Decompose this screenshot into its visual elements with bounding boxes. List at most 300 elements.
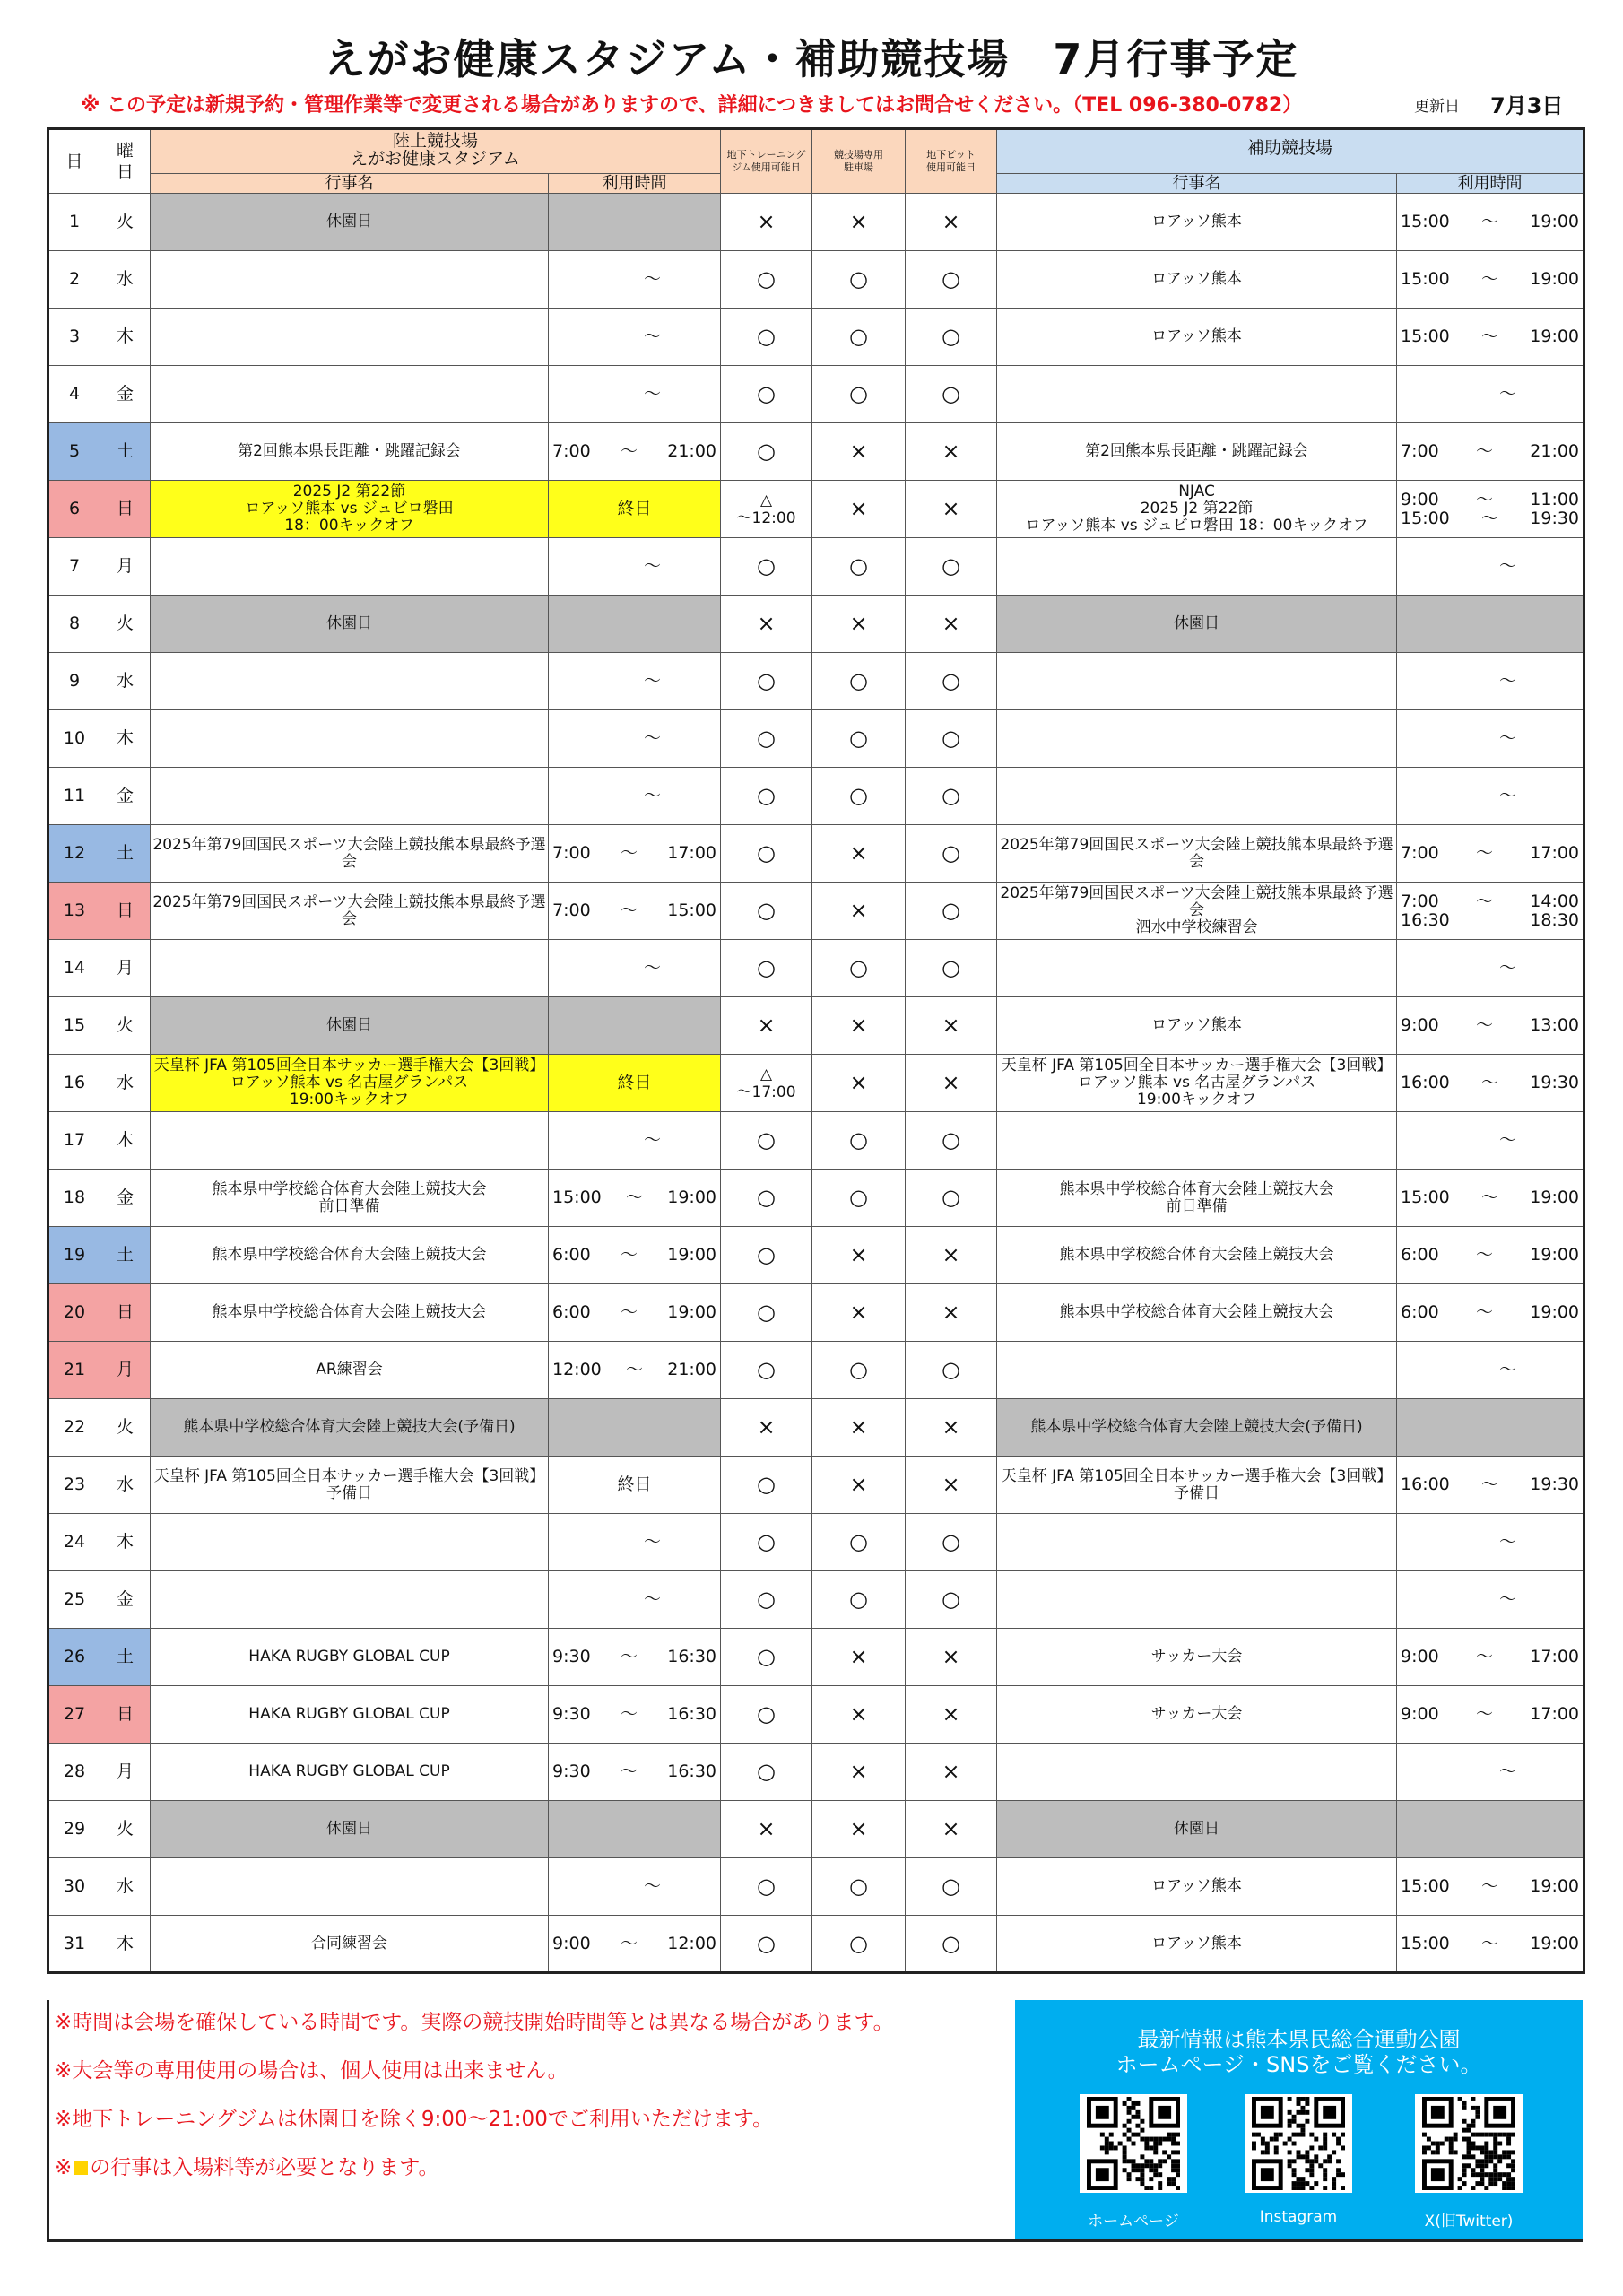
table-row (48, 251, 1584, 309)
parking-status: × (812, 1055, 906, 1112)
stadium-event (151, 538, 549, 596)
stadium-time (549, 940, 721, 997)
stadium-event: 熊本県中学校総合体育大会陸上競技大会 (151, 1284, 549, 1342)
time-sep: 〜 (1481, 1876, 1499, 1896)
gym-status: × (721, 997, 812, 1055)
qr-x-label: X(旧Twitter) (1424, 2213, 1514, 2231)
pit-status: × (906, 1457, 997, 1514)
gym-status: ○ (721, 366, 812, 423)
sub-time (1397, 1055, 1584, 1112)
sub-event (997, 940, 1397, 997)
time-sep: 〜 (620, 843, 638, 863)
time-sep: 〜 (1481, 1933, 1499, 1953)
time-start: 9:30 (552, 1761, 591, 1781)
gym-status: ○ (721, 1858, 812, 1916)
weekday: 火 (100, 1399, 151, 1457)
sub-event: ロアッソ熊本 (997, 194, 1397, 251)
weekday: 土 (100, 825, 151, 883)
weekday: 火 (100, 596, 151, 653)
sub-event: ロアッソ熊本 (997, 1916, 1397, 1973)
pit-status: ○ (906, 1112, 997, 1170)
time-start: 6:00 (1401, 1245, 1439, 1265)
time-sep: 〜 (1499, 556, 1517, 576)
time-end: 14:00 (1530, 891, 1580, 911)
gym-status: ○ (721, 423, 812, 481)
table-row (48, 194, 1584, 251)
weekday: 日 (100, 1686, 151, 1744)
stadium-time (549, 997, 721, 1055)
weekday: 木 (100, 710, 151, 768)
stadium-time (549, 251, 721, 309)
table-row (48, 1686, 1584, 1744)
time-sep: 〜 (1499, 1761, 1517, 1781)
time-sep: 〜 (644, 728, 662, 748)
stadium-event: 熊本県中学校総合体育大会陸上競技大会 (151, 1227, 549, 1284)
time-end: 21:00 (667, 441, 717, 461)
pit-status: × (906, 1744, 997, 1801)
weekday: 月 (100, 1342, 151, 1399)
time-sep: 〜 (644, 786, 662, 805)
updated-label: 更新日 (1414, 98, 1460, 116)
gym-status: ○ (721, 768, 812, 825)
sub-event: 熊本県中学校総合体育大会陸上競技大会 (997, 1227, 1397, 1284)
sub-time (1397, 710, 1584, 768)
time-start: 15:00 (1401, 508, 1450, 528)
yellow-square-icon (74, 2161, 88, 2175)
time-end: 16:30 (667, 1647, 717, 1666)
time-end: 11:00 (1530, 489, 1580, 509)
sub-event (997, 1112, 1397, 1170)
sub-time (1397, 825, 1584, 883)
table-row (48, 825, 1584, 883)
stadium-event (151, 1858, 549, 1916)
sub-event: ロアッソ熊本 (997, 251, 1397, 309)
time-sep: 〜 (620, 441, 638, 461)
time-start: 15:00 (1401, 1187, 1450, 1207)
gym-status: ○ (721, 940, 812, 997)
time-sep: 〜 (644, 326, 662, 346)
footer-note (55, 2154, 1023, 2203)
gym-status: ○ (721, 309, 812, 366)
parking-status: ○ (812, 768, 906, 825)
day-number: 29 (48, 1801, 100, 1858)
parking-status: × (812, 423, 906, 481)
qr-instagram-icon[interactable] (1245, 2094, 1352, 2193)
time-sep: 〜 (644, 384, 662, 404)
time-end: 19:00 (1530, 1302, 1580, 1322)
stadium-event (151, 309, 549, 366)
time-start (1463, 1131, 1499, 1150)
gym-status: × (721, 596, 812, 653)
parking-status: ○ (812, 251, 906, 309)
footer-note: ※時間は会場を確保している時間です。実際の競技開始時間等とは異なる場合があります。 (55, 2011, 894, 2034)
table-row (48, 1514, 1584, 1571)
stadium-event: 休園日 (151, 596, 549, 653)
time-sep: 〜 (620, 1704, 638, 1724)
time-start (608, 385, 644, 404)
table-row (48, 1055, 1584, 1112)
time-sep: 〜 (644, 1589, 662, 1609)
pit-status: ○ (906, 251, 997, 309)
stadium-event: HAKA RUGBY GLOBAL CUP (151, 1629, 549, 1686)
stadium-time (549, 1284, 721, 1342)
time-start: 7:00 (552, 843, 591, 863)
table-row (48, 1112, 1584, 1170)
time-end: 17:00 (667, 843, 717, 863)
sub-time (1397, 768, 1584, 825)
time-start (608, 1131, 644, 1150)
sub-time (1397, 251, 1584, 309)
sub-time (1397, 1457, 1584, 1514)
sub-time (1397, 309, 1584, 366)
sub-time (1397, 940, 1584, 997)
time-end: 16:30 (667, 1761, 717, 1781)
time-end: 19:00 (1530, 1933, 1580, 1953)
day-number: 11 (48, 768, 100, 825)
weekday: 金 (100, 366, 151, 423)
gym-status: × (721, 1399, 812, 1457)
time-sep: 〜 (1475, 441, 1493, 461)
time-start: 15:00 (552, 1187, 602, 1207)
gym-status: ○ (721, 710, 812, 768)
pit-status: × (906, 1284, 997, 1342)
sub-time (1397, 1170, 1584, 1227)
day-number: 14 (48, 940, 100, 997)
table-row (48, 883, 1584, 940)
stadium-time (549, 309, 721, 366)
time-start: 9:00 (1401, 489, 1439, 509)
parking-status: × (812, 1686, 906, 1744)
gym-status: × (721, 194, 812, 251)
gym-status: ○ (721, 1170, 812, 1227)
parking-status: ○ (812, 1571, 906, 1629)
sub-event: NJAC 2025 J2 第22節 ロアッソ熊本 vs ジュビロ磐田 18：00キックオフ (997, 481, 1397, 538)
time-start: 7:00 (552, 441, 591, 461)
time-end: 21:00 (1530, 441, 1580, 461)
sub-event: 2025年第79回国民スポーツ大会陸上競技熊本県最終予選会 泗水中学校練習会 (997, 883, 1397, 940)
day-number: 12 (48, 825, 100, 883)
pit-status: × (906, 1629, 997, 1686)
gym-status: × (721, 1801, 812, 1858)
table-row (48, 1227, 1584, 1284)
time-end: 19:30 (1530, 1073, 1580, 1092)
time-start: 6:00 (552, 1302, 591, 1322)
time-start (608, 1533, 644, 1552)
col-sub-field: 補助競技場 (997, 129, 1584, 174)
time-sep: 〜 (620, 900, 638, 920)
time-sep: 〜 (1481, 212, 1499, 231)
day-number: 9 (48, 653, 100, 710)
time-end: 12:00 (667, 1933, 717, 1953)
sub-time (1397, 423, 1584, 481)
col-day: 日 (48, 129, 100, 194)
sub-event: 休園日 (997, 1801, 1397, 1858)
stadium-event: HAKA RUGBY GLOBAL CUP (151, 1744, 549, 1801)
pit-status: × (906, 596, 997, 653)
time-start: 7:00 (1401, 843, 1439, 863)
sub-event (997, 1342, 1397, 1399)
time-sep: 〜 (1475, 843, 1493, 863)
parking-status: ○ (812, 1916, 906, 1973)
gym-status: ○ (721, 1227, 812, 1284)
weekday: 金 (100, 768, 151, 825)
sub-time (1397, 1801, 1584, 1858)
time-start (1463, 385, 1499, 404)
stadium-time (549, 596, 721, 653)
sub-event: サッカー大会 (997, 1686, 1397, 1744)
time-end: 19:00 (1530, 1876, 1580, 1896)
qr-instagram-label: Instagram (1259, 2208, 1338, 2226)
info-panel (1015, 2000, 1583, 2239)
info-text: 最新情報は熊本県民総合運動公園 ホームページ・SNSをご覧ください。 (1115, 2027, 1482, 2077)
time-sep: 〜 (1499, 958, 1517, 978)
gym-status: △ 〜12:00 (721, 481, 812, 538)
time-start: 15:00 (1401, 212, 1450, 231)
time-sep: 〜 (644, 671, 662, 691)
sub-event: 熊本県中学校総合体育大会陸上競技大会(予備日) (997, 1399, 1397, 1457)
day-number: 30 (48, 1858, 100, 1916)
sub-event (997, 538, 1397, 596)
weekday: 水 (100, 251, 151, 309)
time-start: 15:00 (1401, 1876, 1450, 1896)
sub-time (1397, 1686, 1584, 1744)
page-title: えがお健康スタジアム・補助競技場 7月行事予定 (324, 35, 1299, 83)
sub-time (1397, 1916, 1584, 1973)
time-end: 19:00 (667, 1187, 717, 1207)
stadium-time (549, 1112, 721, 1170)
time-start (1463, 672, 1499, 691)
weekday: 火 (100, 997, 151, 1055)
sub-time (1397, 1399, 1584, 1457)
time-sep: 〜 (644, 958, 662, 978)
pit-status: × (906, 1399, 997, 1457)
schedule-table (47, 127, 1585, 1974)
time-sep: 〜 (1499, 1532, 1517, 1552)
pit-status: × (906, 1801, 997, 1858)
time-start: 7:00 (552, 900, 591, 920)
col-pit: 地下ピット 使用可能日 (906, 129, 997, 194)
parking-status: ○ (812, 940, 906, 997)
pit-status: ○ (906, 309, 997, 366)
table-row (48, 1399, 1584, 1457)
parking-status: × (812, 481, 906, 538)
parking-status: ○ (812, 366, 906, 423)
time-sep: 〜 (620, 1933, 638, 1953)
stadium-time (549, 883, 721, 940)
sub-event: 熊本県中学校総合体育大会陸上競技大会 前日準備 (997, 1170, 1397, 1227)
weekday: 土 (100, 423, 151, 481)
time-sep: 〜 (1481, 508, 1499, 528)
time-start: 9:00 (1401, 1015, 1439, 1035)
pit-status: ○ (906, 1916, 997, 1973)
gym-status: ○ (721, 1284, 812, 1342)
pit-status: ○ (906, 1514, 997, 1571)
stadium-event: 2025年第79回国民スポーツ大会陸上競技熊本県最終予選会 (151, 883, 549, 940)
sub-time (1397, 653, 1584, 710)
stadium-event (151, 768, 549, 825)
stadium-time: 終日 (549, 481, 721, 538)
stadium-event: 天皇杯 JFA 第105回全日本サッカー選手権大会【3回戦】予備日 (151, 1457, 549, 1514)
gym-status: ○ (721, 1112, 812, 1170)
stadium-event: 第2回熊本県長距離・跳躍記録会 (151, 423, 549, 481)
time-start (1463, 729, 1499, 748)
time-sep: 〜 (1499, 1130, 1517, 1150)
time-sep: 〜 (1499, 1360, 1517, 1379)
time-sep: 〜 (620, 1761, 638, 1781)
sub-event (997, 710, 1397, 768)
sub-time (1397, 1514, 1584, 1571)
table-row (48, 940, 1584, 997)
pit-status: × (906, 481, 997, 538)
time-sep: 〜 (626, 1187, 644, 1207)
col-sub-event: 行事名 (997, 174, 1397, 194)
pit-status: ○ (906, 538, 997, 596)
day-number: 25 (48, 1571, 100, 1629)
weekday: 金 (100, 1571, 151, 1629)
time-sep: 〜 (644, 1876, 662, 1896)
gym-status: ○ (721, 251, 812, 309)
pit-status: × (906, 997, 997, 1055)
time-start: 6:00 (1401, 1302, 1439, 1322)
time-sep: 〜 (1499, 671, 1517, 691)
time-start: 7:00 (1401, 441, 1439, 461)
sub-time (1397, 194, 1584, 251)
time-start: 16:00 (1401, 1073, 1450, 1092)
stadium-time (549, 1514, 721, 1571)
day-number: 26 (48, 1629, 100, 1686)
sub-event: 天皇杯 JFA 第105回全日本サッカー選手権大会【3回戦】予備日 (997, 1457, 1397, 1514)
footer-note-text: の行事は入場料等が必要となります。 (90, 2156, 439, 2179)
col-parking: 競技場専用 駐車場 (812, 129, 906, 194)
weekday: 水 (100, 1457, 151, 1514)
time-start (1463, 1361, 1499, 1379)
stadium-event: HAKA RUGBY GLOBAL CUP (151, 1686, 549, 1744)
time-sep: 〜 (620, 1647, 638, 1666)
sub-event: サッカー大会 (997, 1629, 1397, 1686)
time-end: 15:00 (667, 900, 717, 920)
time-end: 18:30 (1530, 909, 1580, 930)
table-row (48, 1858, 1584, 1916)
footer-notes (55, 2009, 1023, 2203)
sub-time (1397, 883, 1584, 940)
stadium-time: 終日 (549, 1055, 721, 1112)
table-row (48, 1916, 1584, 1973)
weekday: 金 (100, 1170, 151, 1227)
sub-event (997, 366, 1397, 423)
time-end: 19:30 (1530, 1474, 1580, 1494)
stadium-time (549, 1227, 721, 1284)
table-row (48, 1629, 1584, 1686)
time-end: 19:00 (1530, 326, 1580, 346)
pit-status: × (906, 1227, 997, 1284)
time-start: 16:00 (1401, 1474, 1450, 1494)
time-start (1463, 787, 1499, 805)
stadium-time (549, 1801, 721, 1858)
gym-status: ○ (721, 1744, 812, 1801)
time-start (1463, 1762, 1499, 1781)
sub-event (997, 1744, 1397, 1801)
day-number: 28 (48, 1744, 100, 1801)
gym-status: ○ (721, 1514, 812, 1571)
day-number: 21 (48, 1342, 100, 1399)
sub-time (1397, 997, 1584, 1055)
gym-status: ○ (721, 1916, 812, 1973)
day-number: 27 (48, 1686, 100, 1744)
table-row (48, 1170, 1584, 1227)
time-end: 19:30 (1530, 508, 1580, 528)
day-number: 7 (48, 538, 100, 596)
gym-status: ○ (721, 1629, 812, 1686)
time-end: 19:00 (1530, 1245, 1580, 1265)
sub-time (1397, 1112, 1584, 1170)
day-number: 18 (48, 1170, 100, 1227)
weekday: 月 (100, 1744, 151, 1801)
weekday: 日 (100, 481, 151, 538)
sub-event (997, 768, 1397, 825)
time-start (608, 729, 644, 748)
time-sep: 〜 (1499, 728, 1517, 748)
day-number: 19 (48, 1227, 100, 1284)
time-start (608, 557, 644, 576)
parking-status: ○ (812, 538, 906, 596)
time-sep: 〜 (644, 1532, 662, 1552)
stadium-time (549, 1342, 721, 1399)
sub-time (1397, 1284, 1584, 1342)
time-start: 9:30 (552, 1647, 591, 1666)
weekday: 水 (100, 1055, 151, 1112)
day-number: 22 (48, 1399, 100, 1457)
table-row (48, 481, 1584, 538)
parking-status: × (812, 1457, 906, 1514)
stadium-event: 休園日 (151, 194, 549, 251)
weekday: 木 (100, 1514, 151, 1571)
time-start: 15:00 (1401, 269, 1450, 289)
time-sep: 〜 (1499, 1589, 1517, 1609)
stadium-time (549, 423, 721, 481)
time-sep: 〜 (1481, 1073, 1499, 1092)
sub-time (1397, 1227, 1584, 1284)
qr-homepage-label: ホームページ (1088, 2213, 1179, 2231)
stadium-time (549, 1399, 721, 1457)
qr-x-icon[interactable] (1415, 2094, 1523, 2193)
gym-status: △ 〜17:00 (721, 1055, 812, 1112)
time-start (1463, 1533, 1499, 1552)
time-end: 19:00 (667, 1245, 717, 1265)
time-end: 21:00 (667, 1360, 717, 1379)
time-sep: 〜 (1481, 1474, 1499, 1494)
table-row (48, 1801, 1584, 1858)
time-start: 9:30 (552, 1704, 591, 1724)
time-sep: 〜 (1475, 1015, 1493, 1035)
stadium-time (549, 1571, 721, 1629)
qr-homepage-icon[interactable] (1080, 2094, 1187, 2193)
stadium-event (151, 1514, 549, 1571)
sub-time (1397, 481, 1584, 538)
weekday: 水 (100, 1858, 151, 1916)
day-number: 3 (48, 309, 100, 366)
sub-event (997, 1571, 1397, 1629)
sub-event (997, 653, 1397, 710)
footer-note: ※大会等の専用使用の場合は、個人使用は出来ません。 (55, 2059, 568, 2083)
sub-time (1397, 1744, 1584, 1801)
stadium-time (549, 1170, 721, 1227)
sub-event: 熊本県中学校総合体育大会陸上競技大会 (997, 1284, 1397, 1342)
time-start (608, 327, 644, 346)
pit-status: × (906, 1686, 997, 1744)
footer (47, 2000, 1583, 2242)
col-gym: 地下トレーニング ジム使用可能日 (721, 129, 812, 194)
day-number: 4 (48, 366, 100, 423)
